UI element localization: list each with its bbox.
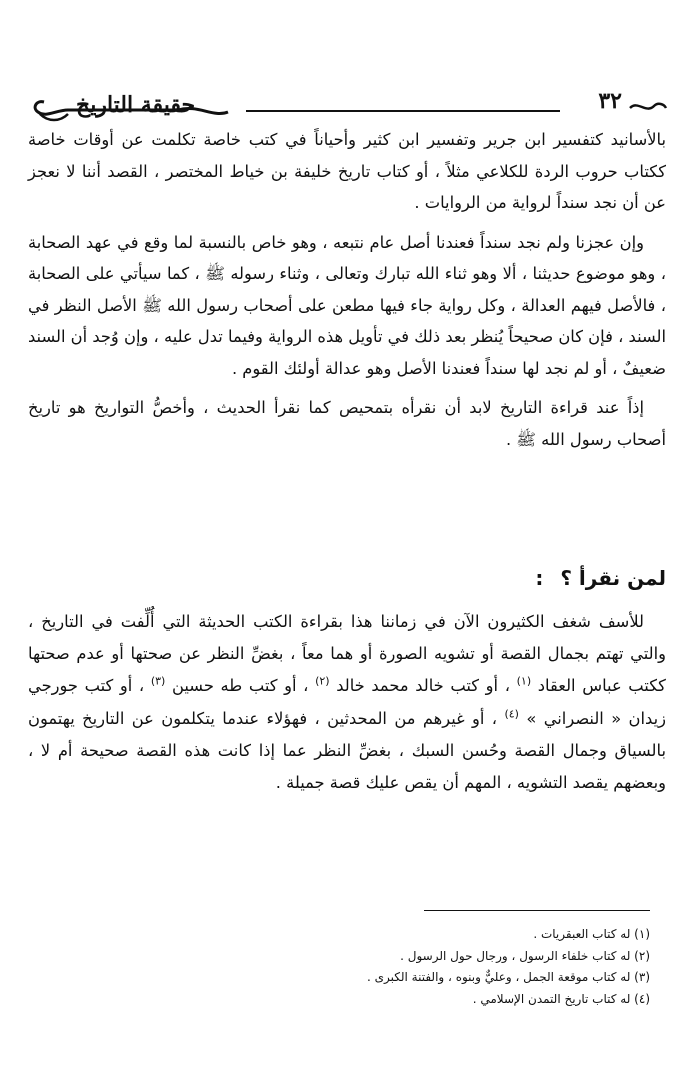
section-text-part-4: ، أو كتب جورجي زيدان « النصراني »	[28, 676, 666, 728]
section-text-part-2: ، أو كتب خالد محمد خالد	[336, 676, 510, 696]
section-body	[28, 606, 666, 799]
footnote-3: (٣) له كتاب موقعة الجمل ، وعليٌّ وبنوه ، والفتنة الكبرى .	[366, 970, 650, 984]
footnote-ref-1[interactable]: (١)	[516, 674, 532, 688]
body-text	[28, 124, 666, 455]
footnotes	[230, 924, 650, 1010]
paragraph-3: إذاً عند قراءة التاريخ لابد أن نقرأه بتمحيص كما نقرأ الحديث ، وأخصُّ التواريخ هو تاريخ أصحاب رسول الله ﷺ .	[28, 398, 666, 449]
running-title: حقيقة التاريخ	[76, 92, 196, 118]
section-text-part-3: ، أو كتب طه حسين	[171, 676, 309, 696]
section-title: لمن نقرأ ؟	[560, 566, 666, 590]
header-flourish	[626, 96, 670, 118]
paragraph-2: وإن عجزنا ولم نجد سنداً فعندنا أصل عام نتبعه ، وهو خاص بالنسبة لما وقع في عهد الصحابة ، وهو موضوع حديثنا ، ألا وهو ثناء الله تبارك وتعالى ، وثناء رسوله ﷺ ، كما سيأتي على الصحابة ، فالأصل فيهم العدالة ، وكل رواية جاء فيها مطعن على أصحاب رسول الله ﷺ الأصل النظر في السند ، فإن كان صحيحاً يُنظر بعد ذلك في تأويل هذه الرواية وفيما تدل عليه ، وإن وُجد أن السند ضعيفٌ ، أو لم نجد لها سنداً فعندنا الأصل وهو عدالة أولئك القوم .	[28, 232, 666, 378]
section-heading	[535, 566, 666, 590]
section-text-part-1: للأسف شغف الكثيرون الآن في زماننا هذا بقراءة الكتب الحديثة التي أُلِّفت في التاريخ ، والتي تهتم بجمال القصة أو تشويه الصورة أو هما معاً ، بغضِّ النظر عن صحتها أو عدم صحتها ككتب عباس العقاد	[28, 612, 666, 696]
section-text-part-5: ، أو غيرهم من المحدثين ، فهؤلاء عندما يتكلمون عن التاريخ يهتمون بالسياق وجمال القصة وحُسن السبك ، بغضِّ النظر عما إذا كانت هذه القصة صحيحة أم لا ، وبعضهم يقصد التشويه ، المهم أن يقص عليك قصة جميلة .	[28, 708, 666, 793]
footnote-4: (٤) له كتاب تاريخ التمدن الإسلامي .	[472, 991, 650, 1006]
header-rule	[246, 110, 560, 112]
footnote-1: (١) له كتاب العبقريات .	[533, 927, 650, 941]
page-number: ٣٢	[598, 88, 622, 114]
footnote-separator	[424, 910, 650, 911]
section-paragraph	[28, 606, 666, 799]
footnote-ref-2[interactable]: (٢)	[315, 674, 330, 688]
footnote-2: (٢) له كتاب خلفاء الرسول ، ورجال حول الرسول .	[400, 948, 650, 963]
footnote-ref-4[interactable]: (٤)	[504, 707, 519, 721]
footnote-ref-3[interactable]: (٣)	[150, 674, 166, 688]
running-header	[28, 78, 670, 130]
paragraph-1: بالأسانيد كتفسير ابن جرير وتفسير ابن كثير وأحياناً في كتب خاصة تكلمت عن أوقات خاصة ككتاب حروب الردة للكلاعي مثلاً ، أو كتاب تاريخ خليفة بن خياط المختصر ، القصد أننا لا نعجز عن أن نجد سنداً لرواية من الروايات .	[28, 130, 666, 212]
section-colon: :	[535, 566, 544, 590]
